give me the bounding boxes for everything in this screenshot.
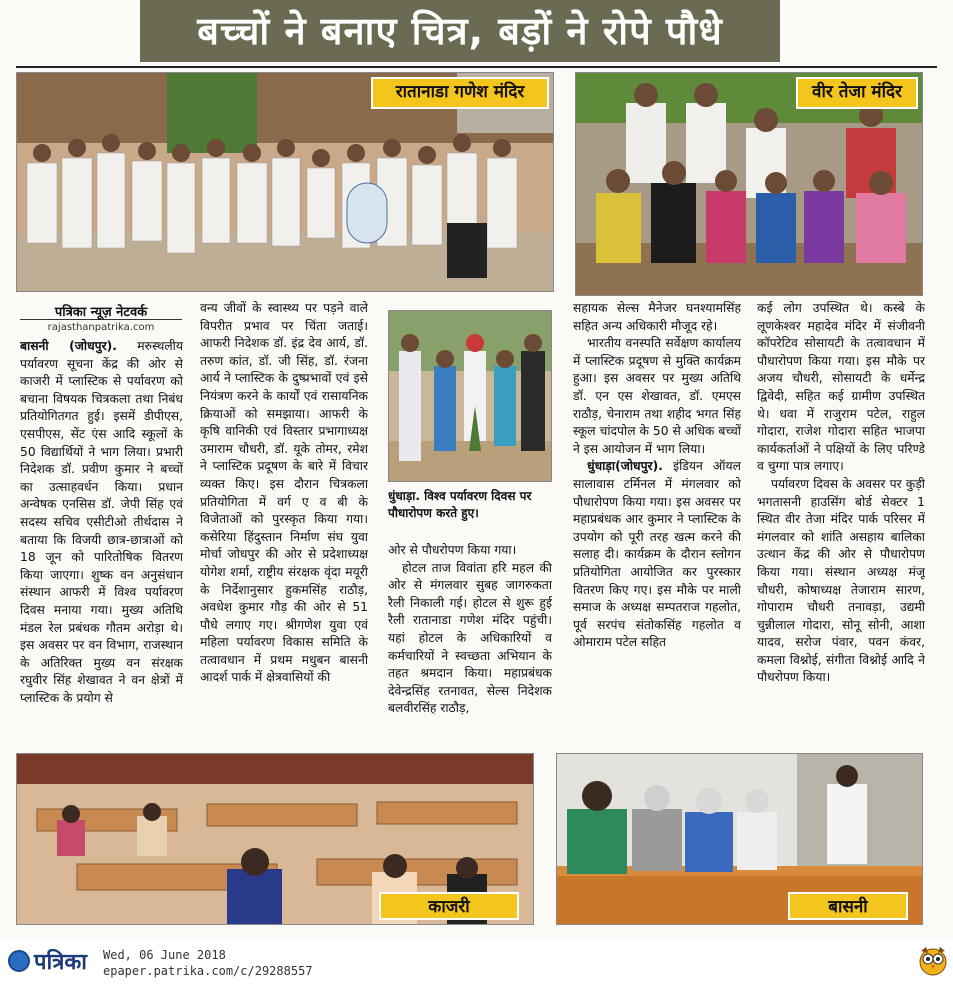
column-4-para-2: भारतीय वनस्पति सर्वेक्षण कार्यालय में प्लास्टिक प्रदूषण से मुक्ति कार्यक्रम हुआ। इस अवसर पर मुख्य अतिथि डॉ. एन एस शेखावत, डॉ. एमएस राठौड़, चेनाराम तथा शहीद भगत सिंह स्कूल चांदपोल के 50 से अधिक बच्चों ने इस आयोजन में भाग लिया। — [573, 336, 741, 456]
basni-label: बासनी — [788, 892, 908, 920]
ganesh-mandir-label: रातानाडा गणेश मंदिर — [371, 77, 549, 109]
byline: पत्रिका न्यूज़ नेटवर्क — [20, 302, 182, 320]
column-4-para-3: इंडियन ऑयल सालावास टर्मिनल में मंगलवार को पौधारोपण किया गया। इस अवसर पर महाप्रबंधक आर कुमार ने प्लास्टिक के उपयोग को पूरी तरह खत्म करने की सलाह दी। कार्यक्रम के दौरान स्लोगन प्रतियोगिता आयोजित कर पुरस्कार वितरण किए गए। इस मौके पर माली समाज के अध्यक्ष सम्पतराज गहलोत, पूर्व सरपंच संतोकसिंह गहलोत व ओमाराम पटेल सहित — [573, 459, 741, 650]
dhundhara-photo-art — [389, 311, 552, 482]
kajri-photo — [16, 753, 534, 925]
kajri-label: काजरी — [379, 892, 519, 920]
column-3-para-1: ओर से पौधरोपण किया गया। — [388, 543, 517, 557]
dhundhara-photo — [388, 310, 552, 482]
edition-date: Wed, 06 June 2018 — [103, 948, 226, 962]
divider — [16, 66, 937, 68]
column-5 — [757, 300, 925, 743]
owl-icon[interactable] — [918, 944, 948, 976]
basni-dateline: बासनी (जोधपुर). — [20, 339, 117, 353]
column-3 — [388, 542, 552, 743]
footer — [0, 938, 953, 984]
ganesh-mandir-photo — [16, 72, 554, 292]
edition-url[interactable]: epaper.patrika.com/c/29288557 — [103, 964, 313, 978]
globe-icon — [8, 950, 30, 972]
column-4-para-1: सहायक सेल्स मैनेजर घनश्यामसिंह सहित अन्य अधिकारी मौजूद रहे। — [573, 301, 741, 333]
dhundhara-dateline: धुंधाड़ा(जोधपुर). — [587, 459, 663, 474]
column-4 — [573, 300, 741, 743]
column-1 — [20, 338, 183, 743]
headline: बच्चों ने बनाए चित्र, बड़ों ने रोपे पौधे — [140, 0, 780, 62]
column-5-para-1: कई लोग उपस्थित थे। कस्बे के लूणकेश्वर महादेव मंदिर में संजीवनी कॉपरेटिव सोसायटी के तत्वावधान में पौधारोपण किया गया। इस मौके पर अजय चौधरी, सोसायटी के धर्मेन्द्र द्विवेदी, सहित कई ग्रामीण उपस्थित थे। धवा में राजुराम पटेल, राहुल गोदारा, राजेश गोदारा सहित भाजपा कार्यकर्ताओं ने पक्षियों के लिए परिण्डे व चुग्गा पात्र लगाए। — [757, 301, 925, 474]
column-2-text: वन्य जीवों के स्वास्थ्य पर पड़ने वाले विपरीत प्रभाव पर चिंता जताई। आफरी निदेशक डॉ. इंद्र देव आर्य, डॉ. तरुण कांत, डॉ. जी सिंह, डॉ. रंजना आर्य ने प्लास्टिक के दुष्प्रभावों एवं इसे नियंत्रण करने के कार्यों एवं रासायनिक क्रियाओं को समझाया। आफरी के कृषि वानिकी एवं विस्तार प्रभागाध्यक्ष उमाराम चौधरी, डॉ. यूके तोमर, रमेश ने प्लास्टिक प्रदूषण के बारे में विचार व्यक्त किए। इस दौरान चित्रकला प्रतियोगिता में वर्ग ए व बी के विजेताओं को पुरस्कृत किया गया। कसेरिया हिंदुस्तान निर्माण संघ युवा मोर्चा जोधपुर की ओर से प्रदेशाध्यक्ष योगेश शर्मा, राष्ट्रीय संरक्षक वृंदा मयूरी के निर्देशानुसार हुकमसिंह राठौड़, अवधेश कुमार गौड़ की ओर से 51 पौधे लगाए गए। श्रीगणेश युवा एवं महिला पर्यावरण विकास समिति के तत्वावधान में प्रथम मधुबन बासनी आदर्श पार्क में क्षेत्रवासियों की — [200, 301, 368, 685]
owl-icon-art — [918, 944, 948, 976]
dhundhara-caption: धुंधाड़ा. विश्व पर्यावरण दिवस पर पौधारोपण करते हुए। — [388, 489, 532, 520]
teja-mandir-label: वीर तेजा मंदिर — [796, 77, 918, 109]
basni-photo — [556, 753, 923, 925]
brand-logo: पत्रिका — [34, 950, 87, 975]
column-3-para-2: होटल ताज विवांता हरि महल की ओर से मंगलवार सुबह जागरुकता रैली निकाली गई। होटल से शुरू हुई रैली रातानाडा गणेश मंदिर पहुंची। यहां होटल के अधिकारियों व कर्मचारियों ने स्वच्छता अभियान के तहत श्रमदान किया। महाप्रबंधक देवेन्द्रसिंह रतनावत, सेल्स निदेशक बलवीरसिंह राठौड़, — [388, 560, 552, 716]
column-2 — [200, 300, 368, 743]
teja-mandir-photo — [575, 72, 923, 296]
column-1-text: मरुस्थलीय पर्यावरण सूचना केंद्र की ओर से काजरी में प्लास्टिक से पर्यावरण को बचाना विषयक चित्रकला तथा निबंध प्रतियोगितगत हुई। इसमें डीपीएस, एसपीएस, सेंट एंस आदि स्कूलों के 50 विद्यार्थियों ने भाग लिया। प्रभारी निदेशक डॉ. प्रवीण कुमार ने बच्चों का उत्साहवर्धन किया। प्रधान अन्वेषक एनसिस डॉ. जेपी सिंह एवं सदस्य सचिव एसीटीओ तीर्थदास ने बताया कि विजयी छात्र-छात्राओं को 18 जून को पारितोषिक वितरण किया जाएगा। शुष्क वन अनुसंधान संस्थान आफरी में विश्व पर्यावरण दिवस मनाया गया। मुख्य अतिथि मंडल रेल प्रबंधक गौतम अरोड़ा थे। इस अवसर पर वन विभाग, राजस्थान के अतिरिक्त मुख्य वन संरक्षक रघुवीर सिंह शेखावत ने वन क्षेत्रों में प्लास्टिक के प्रयोग से — [20, 339, 183, 705]
column-5-para-2: पर्यावरण दिवस के अवसर पर कुड़ी भगतासनी हाउसिंग बोर्ड सेक्टर 1 स्थित वीर तेजा मंदिर पार्क परिसर में मंगलवार को शांति असहाय बालिका उत्थान केंद्र की ओर से पौधारोपण किया गया। संस्थान अध्यक्ष मंजू चौधरी, कोषाध्यक्ष तेजाराम सारण, गोपाराम चौधरी तनावड़ा, उद्यमी चुन्नीलाल गोदारा, सोनू सोनी, आशा यादव, सरोज पंवार, पवन कंवर, कमला विश्नोई, संगीता विश्नोई आदि ने पौधरोपण किया। — [757, 476, 925, 685]
website: rajasthanpatrika.com — [47, 322, 155, 333]
